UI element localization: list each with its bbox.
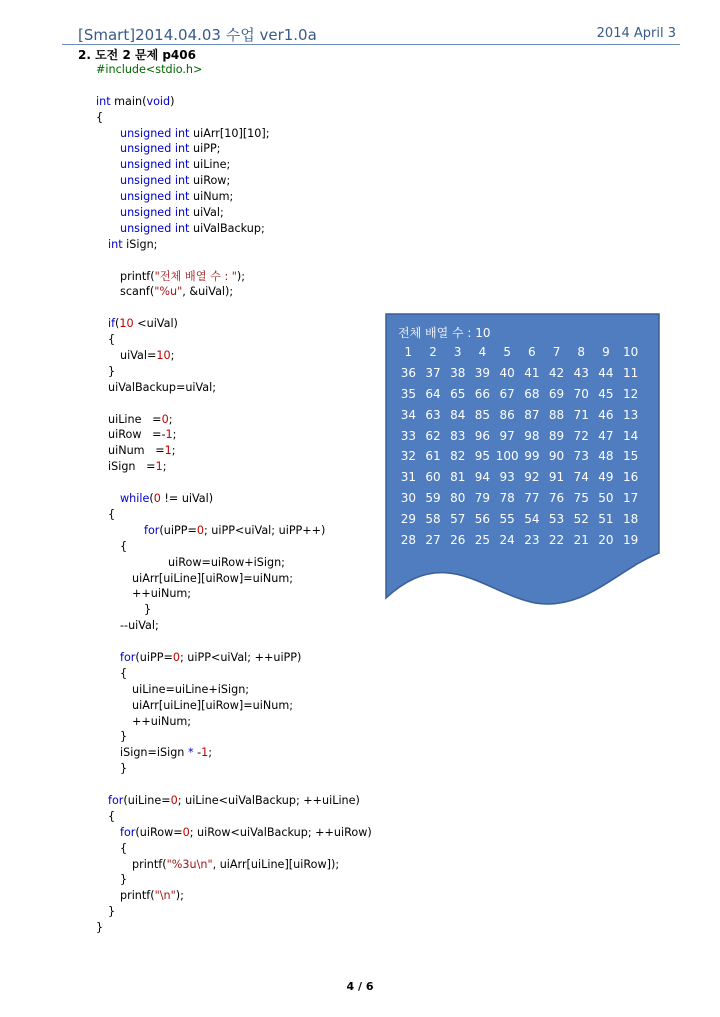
code-token: } (120, 873, 128, 887)
code-token: (uiRow= (135, 825, 183, 839)
code-line (0, 205, 390, 221)
output-cell: 65 (450, 386, 466, 401)
output-cell: 2 (429, 345, 437, 359)
code-line (0, 443, 390, 459)
output-cell: 66 (474, 386, 491, 401)
code-listing (0, 62, 390, 936)
code-line (0, 571, 390, 587)
output-cell: 36 (400, 365, 416, 380)
page-number: 4 / 6 (346, 980, 374, 993)
code-token: } (108, 364, 116, 378)
output-cell: 33 (400, 428, 416, 443)
code-line (0, 253, 390, 269)
code-token: printf( (120, 889, 155, 903)
code-token: unsigned int (120, 126, 190, 140)
code-line (0, 698, 390, 714)
output-cell: 58 (425, 512, 441, 527)
output-cell: 93 (499, 470, 515, 485)
code-token: { (96, 110, 104, 124)
code-line (0, 332, 390, 348)
code-token: if (108, 317, 116, 331)
code-line (0, 94, 390, 110)
code-token: ); (236, 269, 246, 283)
code-token: unsigned int (120, 174, 190, 188)
output-cell: 57 (450, 512, 466, 527)
code-line (0, 396, 390, 412)
code-token: ; (172, 428, 177, 442)
output-cell: 22 (548, 533, 565, 548)
code-token: unsigned int (120, 190, 190, 204)
code-line (0, 284, 390, 300)
code-token: { (120, 666, 128, 680)
output-cell: 11 (623, 365, 639, 380)
code-token: 1 (165, 428, 173, 442)
code-token: "%u" (154, 285, 183, 299)
code-line (0, 777, 390, 793)
code-token: ; uiPP<uiVal; uiPP++) (203, 523, 326, 537)
code-token: main( (110, 94, 147, 108)
code-token: "\n" (154, 889, 176, 903)
code-line (0, 475, 390, 491)
output-cell: 70 (573, 386, 589, 401)
code-token: 0 (172, 650, 180, 664)
code-token: { (120, 539, 128, 553)
output-cell: 81 (450, 470, 466, 485)
code-token: ; uiRow<uiValBackup; ++uiRow) (189, 825, 372, 839)
code-token: uiValBackup=uiVal; (108, 380, 217, 394)
code-line (0, 714, 390, 730)
code-token: uiVal= (120, 349, 157, 363)
output-cell: 9 (602, 345, 610, 359)
code-line (0, 507, 390, 523)
code-line (0, 618, 390, 634)
code-token: (uiPP= (135, 650, 173, 664)
code-line (0, 300, 390, 316)
output-cell: 47 (598, 428, 614, 443)
output-cell: 44 (598, 365, 614, 380)
code-token: unsigned int (120, 221, 190, 235)
code-line (0, 126, 390, 142)
output-cell: 24 (499, 533, 515, 548)
code-token: ( (115, 317, 120, 331)
code-token: scanf( (120, 285, 155, 299)
code-line (0, 141, 390, 157)
code-token: (uiLine= (123, 793, 171, 807)
output-cell: 19 (623, 533, 639, 548)
code-token: { (108, 333, 116, 347)
code-line (0, 237, 390, 253)
output-cell: 10 (623, 345, 639, 359)
output-cell: 7 (552, 345, 561, 359)
code-token: uiRow=uiRow+iSign; (168, 555, 285, 569)
section-title: 2. 도전 2 문제 p406 (78, 48, 196, 62)
output-cell: 31 (400, 470, 416, 485)
output-cell: 49 (598, 470, 614, 485)
code-token: ; (208, 746, 213, 760)
output-cell: 43 (573, 365, 589, 380)
code-line (0, 110, 390, 126)
output-cell: 86 (499, 407, 515, 422)
code-line (0, 173, 390, 189)
code-token: iSign; (122, 237, 158, 251)
output-cell: 50 (598, 491, 614, 506)
code-token: 0 (182, 825, 190, 839)
code-token: != uiVal) (160, 492, 214, 506)
code-line (0, 586, 390, 602)
output-cell: 37 (425, 365, 441, 380)
output-cell: 74 (573, 470, 589, 485)
output-cell: 71 (573, 407, 589, 422)
code-token: uiLine = (108, 412, 162, 426)
code-token: uiValBackup; (189, 221, 265, 235)
output-cell: 13 (623, 407, 639, 422)
output-cell: 95 (474, 449, 491, 464)
output-cell: 97 (499, 428, 515, 443)
output-cell: 51 (598, 512, 614, 527)
output-cell: 77 (524, 491, 540, 506)
output-cell: 90 (548, 449, 565, 464)
code-token: for (120, 650, 136, 664)
output-cell: 68 (524, 386, 540, 401)
code-token: ) (170, 94, 175, 108)
code-line (0, 634, 390, 650)
output-cell: 26 (450, 533, 466, 548)
code-line (0, 666, 390, 682)
output-cell: 79 (474, 491, 491, 506)
code-token: --uiVal; (120, 619, 159, 633)
output-cell: 69 (548, 386, 565, 401)
output-cell: 38 (450, 365, 466, 380)
code-token: } (144, 603, 152, 617)
code-token: } (120, 762, 128, 776)
code-line (0, 650, 390, 666)
code-line (0, 555, 390, 571)
code-token: ; (162, 460, 167, 474)
code-token: uiNum; (189, 190, 234, 204)
code-token: 0 (170, 793, 178, 807)
output-cell: 15 (623, 449, 639, 464)
code-line (0, 825, 390, 841)
code-line (0, 459, 390, 475)
output-cell: 64 (425, 386, 441, 401)
output-cell: 67 (499, 386, 515, 401)
output-cell: 32 (400, 449, 416, 464)
code-token: while (120, 492, 150, 506)
output-cell: 88 (548, 407, 565, 422)
code-token: * (187, 746, 194, 760)
output-cell: 52 (573, 512, 589, 527)
output-cell: 61 (425, 449, 441, 464)
document-header-title: [Smart]2014.04.03 수업 ver1.0a (78, 26, 317, 44)
code-token: unsigned int (120, 142, 190, 156)
output-cell: 46 (598, 407, 614, 422)
code-line (0, 269, 390, 285)
code-token: "%3u\n" (166, 857, 213, 871)
code-token: void (146, 94, 171, 108)
code-line (0, 78, 390, 94)
code-line (0, 793, 390, 809)
code-token: uiPP; (189, 142, 221, 156)
code-token: 0 (161, 412, 169, 426)
code-line (0, 364, 390, 380)
code-token: for (108, 793, 124, 807)
output-cell: 16 (623, 470, 639, 485)
code-token: for (144, 523, 160, 537)
code-line (0, 920, 390, 936)
output-cell: 1 (404, 345, 413, 359)
code-line (0, 427, 390, 443)
code-token: int (96, 94, 111, 108)
code-token: ( (149, 492, 154, 506)
code-token: 1 (201, 746, 209, 760)
output-cell: 41 (524, 365, 540, 380)
code-line (0, 872, 390, 888)
output-cell: 5 (503, 345, 511, 359)
code-line (0, 380, 390, 396)
output-cell: 89 (548, 428, 565, 443)
code-token: uiRow =- (108, 428, 166, 442)
code-token: uiArr[uiLine][uiRow]=uiNum; (132, 571, 293, 585)
code-line (0, 904, 390, 920)
code-token: 10 (119, 317, 134, 331)
code-token: { (108, 507, 116, 521)
code-token: { (108, 809, 116, 823)
code-line (0, 841, 390, 857)
code-line (0, 745, 390, 761)
output-cell: 14 (623, 428, 639, 443)
code-token: 1 (164, 444, 172, 458)
code-line (0, 888, 390, 904)
code-token: iSign=iSign (120, 746, 188, 760)
output-cell: 27 (425, 533, 441, 548)
output-cell: 21 (573, 533, 589, 548)
output-cell: 73 (573, 449, 589, 464)
code-line (0, 857, 390, 873)
output-cell: 100 (495, 449, 519, 464)
output-cell: 63 (425, 407, 441, 422)
output-cell: 42 (548, 365, 565, 380)
output-cell: 84 (450, 407, 466, 422)
output-cell: 30 (400, 491, 416, 506)
code-token: } (120, 730, 128, 744)
code-token: uiRow; (189, 174, 231, 188)
header-divider (62, 44, 680, 45)
output-cell: 94 (474, 470, 491, 485)
code-token: 10 (156, 349, 171, 363)
output-cell: 29 (400, 512, 416, 527)
output-cell: 25 (474, 533, 491, 548)
output-cell: 18 (623, 512, 639, 527)
code-token: printf( (132, 857, 167, 871)
code-token: ; (168, 412, 173, 426)
document-header-date: 2014 April 3 (596, 26, 676, 41)
output-cell: 53 (548, 512, 565, 527)
code-line (0, 348, 390, 364)
code-line (0, 491, 390, 507)
code-token: } (96, 921, 104, 935)
code-line (0, 189, 390, 205)
output-cell: 99 (524, 449, 540, 464)
output-cell: 12 (623, 386, 639, 401)
code-token: ++uiNum; (132, 587, 192, 601)
output-cell: 54 (524, 512, 540, 527)
output-cell: 91 (548, 470, 565, 485)
output-cell: 45 (598, 386, 614, 401)
code-line (0, 62, 390, 78)
code-line (0, 761, 390, 777)
code-token: iSign = (108, 460, 156, 474)
output-cell: 85 (474, 407, 491, 422)
code-token: "전체 배열 수 : " (154, 269, 237, 283)
output-cell: 87 (524, 407, 540, 422)
output-cell: 92 (524, 470, 540, 485)
code-line (0, 221, 390, 237)
output-cell: 40 (499, 365, 515, 380)
output-cell: 78 (499, 491, 515, 506)
output-cell: 8 (577, 345, 586, 359)
output-cell: 98 (524, 428, 540, 443)
code-token: uiNum = (108, 444, 165, 458)
code-token: for (120, 825, 136, 839)
output-cell: 72 (573, 428, 589, 443)
code-token: uiLine; (189, 158, 231, 172)
output-cell: 23 (524, 533, 540, 548)
code-token: ; uiLine<uiValBackup; ++uiLine) (177, 793, 360, 807)
code-token: ); (175, 889, 184, 903)
code-line (0, 602, 390, 618)
output-cell: 62 (425, 428, 441, 443)
output-cell: 4 (478, 345, 487, 359)
code-line (0, 157, 390, 173)
code-token: #include<stdio.h> (96, 63, 203, 76)
code-token: - (193, 746, 202, 760)
output-cell: 83 (450, 428, 466, 443)
output-title: 전체 배열 수 : 10 (398, 326, 491, 340)
code-token: { (120, 841, 128, 855)
output-cell: 82 (450, 449, 466, 464)
code-token: ; (171, 444, 176, 458)
code-token: uiLine=uiLine+iSign; (132, 682, 250, 696)
output-cell: 28 (400, 533, 416, 548)
code-line (0, 809, 390, 825)
output-cell: 34 (400, 407, 416, 422)
code-line (0, 523, 390, 539)
code-line (0, 539, 390, 555)
code-token: unsigned int (120, 206, 190, 220)
output-cell: 56 (474, 512, 491, 527)
output-cell: 55 (499, 512, 515, 527)
code-token: , &uiVal); (182, 285, 234, 299)
output-cell: 20 (598, 533, 614, 548)
output-cell: 76 (548, 491, 565, 506)
output-cell: 60 (425, 470, 441, 485)
code-token: (uiPP= (159, 523, 197, 537)
code-line (0, 412, 390, 428)
code-token: 0 (196, 523, 204, 537)
code-token: ; (170, 349, 175, 363)
output-cell: 17 (623, 491, 639, 506)
code-token: 0 (153, 492, 161, 506)
code-token: uiVal; (189, 206, 224, 220)
code-token: uiArr[10][10]; (189, 126, 270, 140)
code-line (0, 729, 390, 745)
code-token: , uiArr[uiLine][uiRow]); (212, 857, 340, 871)
code-token: unsigned int (120, 158, 190, 172)
code-token: printf( (120, 269, 155, 283)
code-token: int (108, 237, 123, 251)
output-cell: 3 (453, 345, 462, 359)
code-token: 1 (155, 460, 163, 474)
output-cell: 96 (474, 428, 491, 443)
code-line (0, 316, 390, 332)
output-cell: 59 (425, 491, 441, 506)
output-cell: 6 (528, 345, 536, 359)
output-cell: 39 (474, 365, 491, 380)
code-token: } (108, 905, 116, 919)
output-cell: 80 (450, 491, 466, 506)
code-token: ; uiPP<uiVal; ++uiPP) (179, 650, 302, 664)
code-token: uiArr[uiLine][uiRow]=uiNum; (132, 698, 293, 712)
output-cell: 35 (400, 386, 416, 401)
code-token: ++uiNum; (132, 714, 192, 728)
output-cell: 75 (573, 491, 589, 506)
code-token: <uiVal) (133, 317, 178, 331)
code-line (0, 682, 390, 698)
output-cell: 48 (598, 449, 614, 464)
